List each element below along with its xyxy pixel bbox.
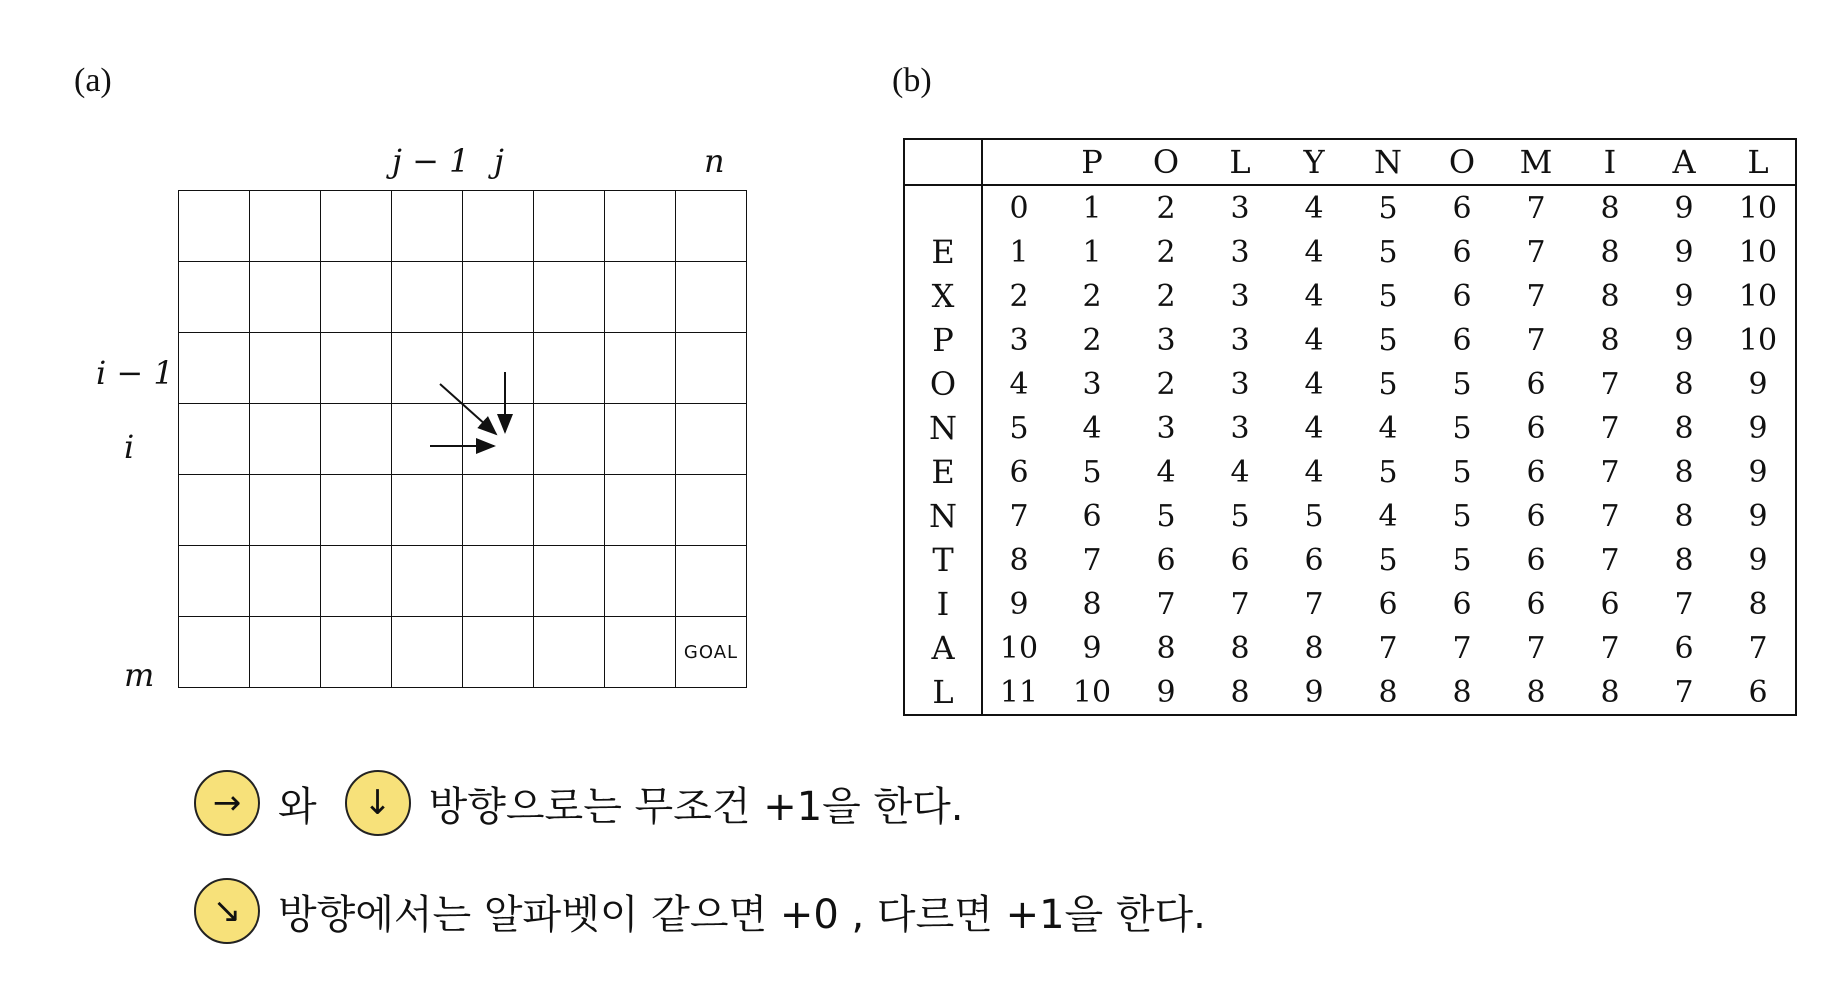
dp-cell: 6	[1600, 586, 1620, 622]
dp-cell: 2	[1082, 322, 1102, 358]
dp-cell: 9	[1748, 454, 1768, 490]
dp-cell: 5	[1378, 542, 1398, 578]
dp-row-letter: E	[904, 450, 982, 494]
grid-cell	[605, 333, 676, 404]
grid-cell	[676, 262, 747, 333]
dp-cell: 7	[1526, 278, 1546, 314]
dp-cell: 7	[1600, 454, 1620, 490]
grid-cell	[179, 262, 250, 333]
dp-cell: 7	[1452, 630, 1472, 666]
dp-cell: 6	[1452, 586, 1472, 622]
dp-cell: 8	[1600, 674, 1620, 710]
dp-cell: 5	[1378, 322, 1398, 358]
dp-row-letter: I	[904, 582, 982, 626]
dp-cell: 7	[1526, 190, 1546, 226]
dp-cell: 4	[1304, 322, 1324, 358]
grid-cell	[179, 475, 250, 546]
dp-cell: 3	[1156, 410, 1176, 446]
dp-cell: 9	[1674, 234, 1694, 270]
grid-cell	[463, 475, 534, 546]
dp-cell: 8	[1600, 322, 1620, 358]
dp-cell: 5	[1378, 454, 1398, 490]
edit-distance-grid	[178, 190, 747, 688]
dp-row-letter: A	[904, 626, 982, 670]
dp-cell: 1	[1082, 190, 1102, 226]
dp-cell: 2	[1156, 190, 1176, 226]
dp-row	[904, 406, 1796, 450]
dp-row	[904, 626, 1796, 670]
grid-cell	[179, 404, 250, 475]
grid-cell	[463, 617, 534, 688]
dp-col-letter: Y	[1277, 139, 1351, 185]
grid-cell	[321, 617, 392, 688]
dp-cell: 9	[1748, 542, 1768, 578]
row-label-m: m	[124, 656, 155, 694]
dp-cell: 7	[1304, 586, 1324, 622]
dp-cell: 8	[1600, 190, 1620, 226]
dp-cell: 7	[1600, 366, 1620, 402]
dp-cell: 5	[1452, 410, 1472, 446]
dp-cell: 5	[1304, 498, 1324, 534]
dp-cell: 7	[1526, 630, 1546, 666]
dp-row-letter: L	[904, 670, 982, 715]
dp-cell: 4	[1378, 410, 1398, 446]
grid-cell	[250, 333, 321, 404]
diagonal-arrow-highlight-icon: ↘	[194, 878, 260, 944]
grid-cell	[605, 546, 676, 617]
dp-cell: 6	[1452, 234, 1472, 270]
row-label-i-minus-1: i − 1	[96, 354, 174, 392]
dp-table-wrap	[903, 138, 1797, 716]
dp-row	[904, 450, 1796, 494]
dp-cell: 10	[1738, 234, 1778, 270]
grid-cell	[463, 333, 534, 404]
dp-cell: 6	[1009, 454, 1029, 490]
dp-cell: 4	[1230, 454, 1250, 490]
grid-cell	[534, 475, 605, 546]
dp-cell: 6	[1526, 498, 1546, 534]
dp-cell: 9	[1304, 674, 1324, 710]
grid-cell	[321, 404, 392, 475]
dp-cell: 10	[999, 630, 1039, 666]
dp-cell: 3	[1230, 278, 1250, 314]
dp-col-letter: N	[1351, 139, 1425, 185]
grid-cell	[392, 333, 463, 404]
dp-cell: 9	[1674, 190, 1694, 226]
dp-cell: 9	[1748, 498, 1768, 534]
dp-row	[904, 230, 1796, 274]
dp-cell: 6	[1378, 586, 1398, 622]
grid-cell	[179, 191, 250, 262]
dp-cell: 2	[1156, 234, 1176, 270]
dp-row-letter: X	[904, 274, 982, 318]
dp-row-letter: P	[904, 318, 982, 362]
dp-cell: 7	[1748, 630, 1768, 666]
dp-cell: 7	[1674, 674, 1694, 710]
dp-cell: 5	[1009, 410, 1029, 446]
grid-cell	[605, 262, 676, 333]
dp-cell: 8	[1526, 674, 1546, 710]
dp-cell: 8	[1452, 674, 1472, 710]
grid-cell	[250, 475, 321, 546]
dp-cell: 5	[1452, 498, 1472, 534]
dp-cell: 9	[1674, 322, 1694, 358]
dp-cell: 5	[1378, 234, 1398, 270]
dp-col-letter: P	[1055, 139, 1129, 185]
dp-cell: 10	[1738, 322, 1778, 358]
grid-cell	[392, 191, 463, 262]
grid-cell	[321, 475, 392, 546]
dp-cell: 4	[1304, 454, 1324, 490]
dp-cell: 6	[1526, 366, 1546, 402]
grid-cell	[392, 617, 463, 688]
grid-cell	[534, 546, 605, 617]
dp-cell: 8	[1748, 586, 1768, 622]
grid-cell	[392, 546, 463, 617]
dp-row-letter	[904, 185, 982, 230]
dp-cell: 2	[1156, 278, 1176, 314]
dp-cell: 8	[1156, 630, 1176, 666]
edit-distance-table	[903, 138, 1797, 716]
dp-cell: 4	[1304, 234, 1324, 270]
row-label-i: i	[124, 428, 135, 466]
dp-cell: 4	[1304, 278, 1324, 314]
dp-cell: 10	[1072, 674, 1112, 710]
dp-col-letter: M	[1499, 139, 1573, 185]
dp-cell: 4	[1009, 366, 1029, 402]
grid-row	[179, 546, 747, 617]
note-connector: 와	[278, 783, 317, 830]
dp-cell: 7	[1230, 586, 1250, 622]
dp-cell: 2	[1156, 366, 1176, 402]
grid-cell	[250, 617, 321, 688]
grid-row	[179, 617, 747, 688]
grid-cell	[321, 333, 392, 404]
dp-cell: 9	[1082, 630, 1102, 666]
grid-cell	[392, 262, 463, 333]
dp-cell: 6	[1452, 190, 1472, 226]
dp-cell: 5	[1452, 454, 1472, 490]
dp-row	[904, 185, 1796, 230]
dp-row	[904, 582, 1796, 626]
dp-corner	[904, 139, 982, 185]
grid-cell	[179, 333, 250, 404]
dp-cell: 7	[1600, 542, 1620, 578]
dp-cell: 6	[1674, 630, 1694, 666]
dp-cell: 11	[999, 674, 1039, 710]
dp-row	[904, 362, 1796, 406]
grid-cell	[250, 191, 321, 262]
grid-row	[179, 191, 747, 262]
dp-cell: 4	[1378, 498, 1398, 534]
dp-cell: 5	[1230, 498, 1250, 534]
grid-cell	[321, 191, 392, 262]
note-line-1	[194, 770, 964, 836]
dp-cell: 6	[1452, 278, 1472, 314]
grid-cell	[179, 546, 250, 617]
grid-cell	[676, 333, 747, 404]
panel-a-label: (a)	[74, 62, 112, 99]
dp-cell: 10	[1738, 278, 1778, 314]
grid-cell	[250, 546, 321, 617]
dp-cell: 4	[1304, 410, 1324, 446]
grid-cell	[250, 404, 321, 475]
dp-cell: 8	[1600, 278, 1620, 314]
dp-cell: 8	[1674, 366, 1694, 402]
dp-cell: 6	[1304, 542, 1324, 578]
grid-cell	[534, 262, 605, 333]
dp-cell: 7	[1009, 498, 1029, 534]
dp-cell: 3	[1230, 190, 1250, 226]
note-line-1-text: 방향으로는 무조건 +1을 한다.	[428, 783, 964, 830]
dp-row	[904, 494, 1796, 538]
dp-row	[904, 318, 1796, 362]
dp-cell: 6	[1526, 454, 1546, 490]
dp-cell: 3	[1009, 322, 1029, 358]
dp-cell: 7	[1082, 542, 1102, 578]
dp-cell: 4	[1304, 190, 1324, 226]
dp-cell: 8	[1230, 674, 1250, 710]
dp-cell: 6	[1230, 542, 1250, 578]
dp-cell: 8	[1600, 234, 1620, 270]
dp-cell: 8	[1009, 542, 1029, 578]
grid-cell	[534, 333, 605, 404]
grid-cell	[605, 191, 676, 262]
dp-cell: 8	[1674, 498, 1694, 534]
dp-row-letter: E	[904, 230, 982, 274]
dp-cell: 5	[1378, 190, 1398, 226]
dp-cell: 7	[1378, 630, 1398, 666]
dp-cell: 3	[1230, 322, 1250, 358]
grid-cell	[179, 617, 250, 688]
dp-cell: 8	[1304, 630, 1324, 666]
grid-cell	[463, 546, 534, 617]
grid-cell	[463, 262, 534, 333]
dp-cell: 6	[1526, 410, 1546, 446]
dp-cell: 7	[1156, 586, 1176, 622]
dp-cell: 8	[1378, 674, 1398, 710]
dp-cell: 6	[1526, 542, 1546, 578]
grid-cell	[605, 617, 676, 688]
dp-cell: 7	[1600, 498, 1620, 534]
dp-cell: 7	[1600, 630, 1620, 666]
grid-cell	[250, 262, 321, 333]
dp-cell: 9	[1748, 410, 1768, 446]
dp-cell: 8	[1674, 542, 1694, 578]
dp-cell: 7	[1600, 410, 1620, 446]
dp-cell: 5	[1082, 454, 1102, 490]
dp-cell: 4	[1082, 410, 1102, 446]
grid-row	[179, 475, 747, 546]
grid-cell	[605, 475, 676, 546]
dp-cell: 7	[1526, 234, 1546, 270]
grid-row	[179, 262, 747, 333]
grid-cell	[534, 617, 605, 688]
dp-cell: 9	[1009, 586, 1029, 622]
dp-cell: 3	[1230, 234, 1250, 270]
note-line-2	[194, 878, 1206, 944]
dp-col-letter: I	[1573, 139, 1647, 185]
note-line-2-text: 방향에서는 알파벳이 같으면 +0 , 다르면 +1을 한다.	[278, 891, 1206, 938]
dp-cell: 6	[1082, 498, 1102, 534]
dp-cell: 6	[1748, 674, 1768, 710]
goal-cell: GOAL	[676, 617, 747, 688]
grid-cell	[321, 262, 392, 333]
dp-cell: 9	[1748, 366, 1768, 402]
grid-cell	[463, 191, 534, 262]
grid-cell	[534, 191, 605, 262]
grid-cell	[392, 404, 463, 475]
dp-cell: 9	[1674, 278, 1694, 314]
dp-cell: 1	[1082, 234, 1102, 270]
dp-row	[904, 274, 1796, 318]
grid-cell	[676, 546, 747, 617]
dp-cell: 8	[1082, 586, 1102, 622]
grid-cell	[676, 404, 747, 475]
dp-cell: 0	[1009, 190, 1029, 226]
dp-cell: 8	[1230, 630, 1250, 666]
dp-cell: 4	[1304, 366, 1324, 402]
dp-cell: 3	[1230, 366, 1250, 402]
dp-cell: 7	[1526, 322, 1546, 358]
dp-col-letter: L	[1721, 139, 1796, 185]
grid-cell	[676, 475, 747, 546]
dp-row	[904, 670, 1796, 715]
down-arrow-highlight-icon: ↓	[345, 770, 411, 836]
dp-row-letter: O	[904, 362, 982, 406]
dp-cell: 8	[1674, 454, 1694, 490]
dp-header-empty	[982, 139, 1055, 185]
dp-cell: 6	[1526, 586, 1546, 622]
dp-cell: 1	[1009, 234, 1029, 270]
grid-cell	[534, 404, 605, 475]
dp-row-letter: N	[904, 406, 982, 450]
grid-cell	[463, 404, 534, 475]
dp-cell: 2	[1009, 278, 1029, 314]
dp-col-letter: L	[1203, 139, 1277, 185]
dp-cell: 5	[1378, 278, 1398, 314]
col-label-j-minus-1: j − 1	[392, 142, 470, 180]
dp-cell: 5	[1452, 542, 1472, 578]
dp-row	[904, 538, 1796, 582]
col-label-j: j	[494, 142, 504, 180]
dp-row-letter: T	[904, 538, 982, 582]
dp-cell: 5	[1156, 498, 1176, 534]
grid-cell	[605, 404, 676, 475]
dp-cell: 3	[1082, 366, 1102, 402]
dp-cell: 7	[1674, 586, 1694, 622]
grid-row	[179, 333, 747, 404]
grid-cell	[676, 191, 747, 262]
grid-cell	[392, 475, 463, 546]
dp-cell: 3	[1230, 410, 1250, 446]
panel-b-label: (b)	[892, 62, 932, 99]
dp-col-letter: O	[1425, 139, 1499, 185]
dp-cell: 5	[1378, 366, 1398, 402]
dp-col-letter: O	[1129, 139, 1203, 185]
dp-cell: 2	[1082, 278, 1102, 314]
dp-row-letter: N	[904, 494, 982, 538]
grid-cell	[321, 546, 392, 617]
grid-row	[179, 404, 747, 475]
grid-table	[178, 190, 747, 688]
dp-cell: 4	[1156, 454, 1176, 490]
dp-col-letter: A	[1647, 139, 1721, 185]
dp-cell: 3	[1156, 322, 1176, 358]
dp-cell: 8	[1674, 410, 1694, 446]
dp-cell: 6	[1452, 322, 1472, 358]
right-arrow-highlight-icon: →	[194, 770, 260, 836]
dp-cell: 6	[1156, 542, 1176, 578]
dp-cell: 5	[1452, 366, 1472, 402]
dp-cell: 10	[1738, 190, 1778, 226]
col-label-n: n	[704, 142, 725, 180]
dp-cell: 9	[1156, 674, 1176, 710]
dp-header-row	[904, 139, 1796, 185]
